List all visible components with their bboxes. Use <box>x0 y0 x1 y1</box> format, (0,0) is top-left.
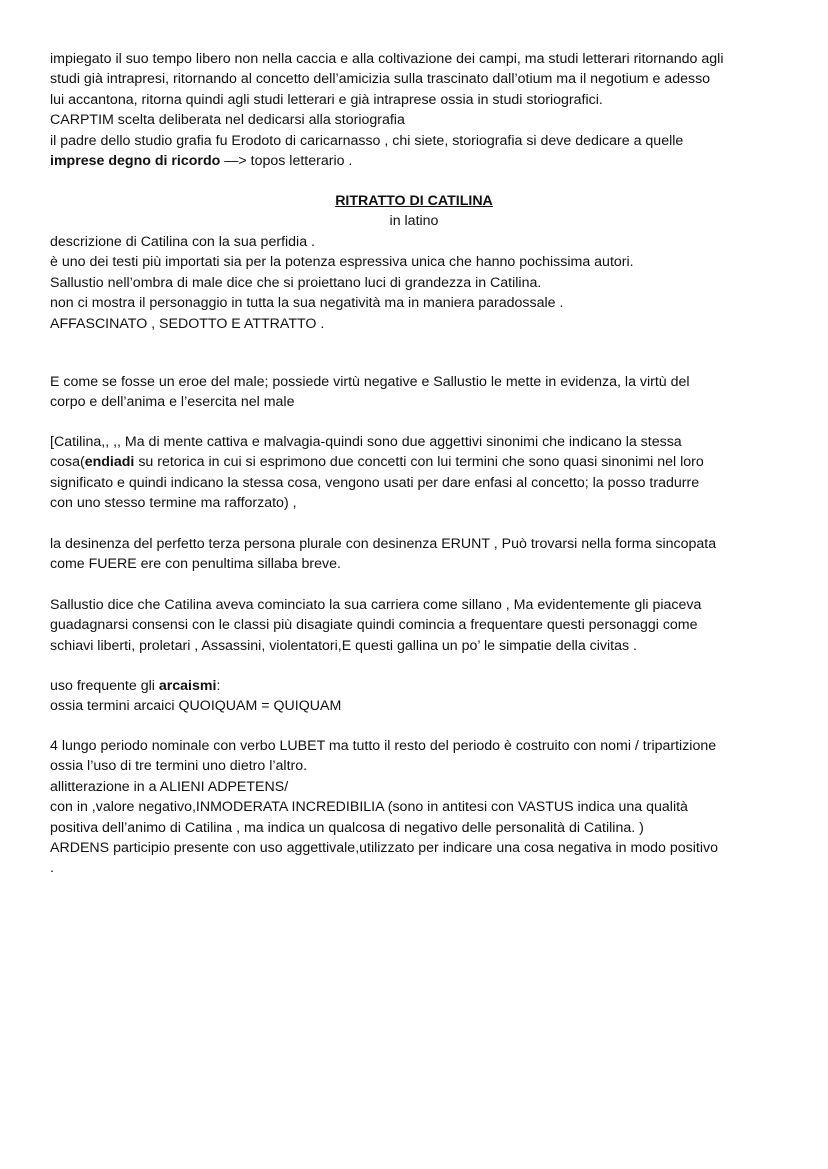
text-line: positiva dell’animo di Catilina , ma indica un qualcosa di negativo delle personalità di Catilina. ) <box>50 819 644 836</box>
text-line: allitterazione in a ALIENI ADPETENS/ <box>50 778 289 795</box>
text-fragment: uso frequente gli <box>50 678 159 694</box>
text-line: Sallustio dice che Catilina aveva cominciato la sua carriera come sillano , Ma evidentemente gli piaceva <box>50 597 702 613</box>
description-paragraph <box>50 232 790 334</box>
arcaismi-paragraph <box>50 676 790 717</box>
text-line: Sallustio nell’ombra di male dice che si proiettano luci di grandezza in Catilina. <box>50 274 542 291</box>
bold-phrase: imprese degno di ricordo <box>50 153 221 170</box>
text-line: [Catilina,, ,, Ma di mente cattiva e malvagia-quindi sono due aggettivi sinonimi che indicano la stessa <box>50 434 682 450</box>
text-line <box>50 676 790 696</box>
text-line <box>50 452 790 472</box>
text-fragment: su retorica in cui si esprimono due concetti con lui termini che sono quasi sinonimi nel loro <box>134 454 704 471</box>
text-line: 4 lungo periodo nominale con verbo LUBET ma tutto il resto del periodo è costruito con nomi / tripartizione <box>50 738 717 754</box>
heading-title: RITRATTO DI CATILINA <box>335 193 493 209</box>
text-line: corpo e dell’anima e l’esercita nel male <box>50 394 295 411</box>
text-line: E come se fosse un eroe del male; possiede virtù negative e Sallustio le mette in evidenza, la virtù del <box>50 374 690 390</box>
text-line: guadagnarsi consensi con le classi più disagiate quindi comincia a frequentare questi personaggi come <box>50 617 698 634</box>
text-line: non ci mostra il personaggio in tutta la sua negatività ma in maniera paradossale . <box>50 295 564 312</box>
hero-paragraph <box>50 372 790 413</box>
desinenza-paragraph <box>50 534 790 575</box>
text-line: il padre dello studio grafia fu Erodoto di caricarnasso , chi siete, storiografia si deve dedicare a quelle <box>50 132 684 149</box>
heading-subtitle: in latino <box>389 213 439 230</box>
text-line: ossia termini arcaici QUOIQUAM = QUIQUAM <box>50 698 342 715</box>
text-fragment: : <box>216 678 221 694</box>
text-line: è uno dei testi più importati sia per la potenza espressiva unica che hanno pochissima autori. <box>50 254 634 271</box>
text-line: con in ,valore negativo,INMODERATA INCREDIBILIA (sono in antitesi con VASTUS indica una qualità <box>50 799 688 816</box>
text-line: descrizione di Catilina con la sua perfidia . <box>50 234 315 250</box>
text-line: impiegato il suo tempo libero non nella caccia e alla coltivazione dei campi, ma studi letterari ritornando agli <box>50 51 724 67</box>
text-fragment: cosa( <box>50 454 85 471</box>
text-line: significato e quindi indicano la stessa cosa, vengono usati per dare enfasi al concetto; la posso tradurre <box>50 474 700 491</box>
text-line: ARDENS participio presente con uso aggettivale,utilizzato per indicare una cosa negativa in modo positivo <box>50 840 718 857</box>
bold-term: arcaismi <box>158 678 217 694</box>
text-line: studi già intrapresi, ritornando al concetto dell’amicizia sulla trascinato dall’otium ma il negotium e adesso <box>50 71 711 88</box>
text-line: lui accantona, ritorna quindi agli studi letterari e già intraprese ossia in studi storiografici. <box>50 91 603 108</box>
periodo-paragraph <box>50 736 790 879</box>
text-line: come FUERE ere con penultima sillaba breve. <box>50 556 341 573</box>
carriera-paragraph <box>50 595 790 656</box>
text-line: schiavi liberti, proletari , Assassini, violentatori,E questi gallina un po’ le simpatie della civitas . <box>50 637 637 654</box>
text-line: AFFASCINATO , SEDOTTO E ATTRATTO . <box>50 315 325 332</box>
text-line: la desinenza del perfetto terza persona plurale con desinenza ERUNT , Può trovarsi nella forma sincopata <box>50 536 717 552</box>
text-line: con uno stesso termine ma rafforzato) , <box>50 495 297 512</box>
text-line <box>50 151 790 171</box>
text-line: ossia l’uso di tre termini uno dietro l’altro. <box>50 758 308 775</box>
quote-paragraph <box>50 432 790 514</box>
text-fragment: —> topos letterario . <box>220 153 353 170</box>
section-heading <box>0 191 828 232</box>
bold-term: endiadi <box>84 454 135 471</box>
text-line: CARPTIM scelta deliberata nel dedicarsi alla storiografia <box>50 112 405 129</box>
text-line: . <box>50 860 54 877</box>
intro-paragraph <box>50 49 790 171</box>
